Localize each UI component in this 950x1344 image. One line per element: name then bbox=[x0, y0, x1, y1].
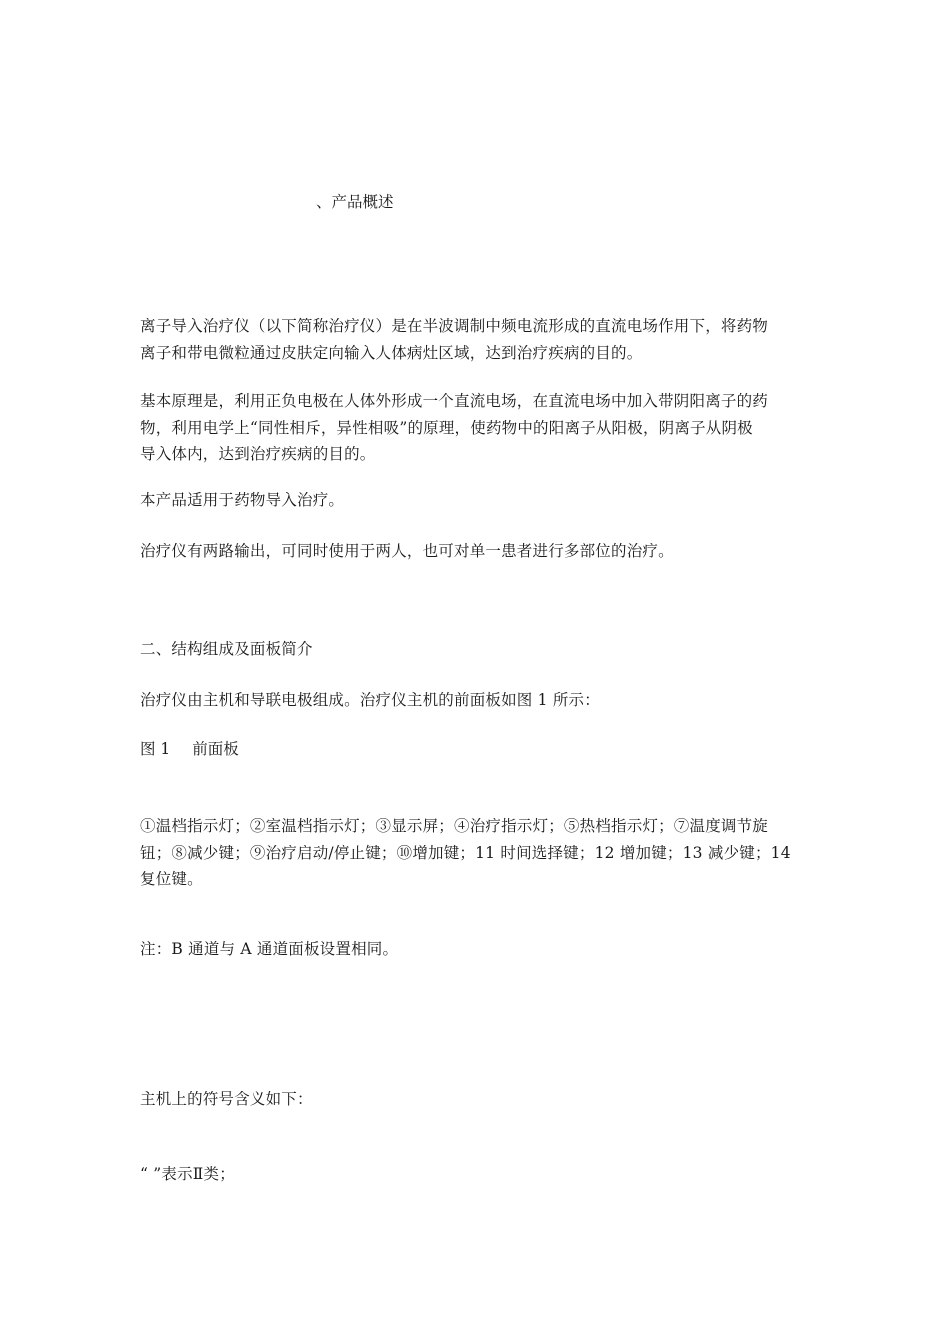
section2-heading: 二、结构组成及面板简介 bbox=[140, 640, 313, 658]
principle-paragraph bbox=[140, 388, 812, 468]
figure-label: 图 1 bbox=[140, 740, 171, 758]
symbol-class2-line: “ ”表示Ⅱ类； bbox=[140, 1165, 235, 1183]
section1-heading: 、产品概述 bbox=[316, 193, 394, 211]
intro-paragraph bbox=[140, 313, 812, 366]
intro-line: 离子和带电微粒通过皮肤定向输入人体病灶区域，达到治疗疾病的目的。 bbox=[140, 343, 643, 362]
intro-line: 离子导入治疗仪（以下简称治疗仪）是在半波调制中频电流形成的直流电场作用下，将药物 bbox=[140, 317, 769, 335]
legend-paragraph bbox=[140, 813, 812, 893]
symbols-intro: 主机上的符号含义如下： bbox=[140, 1090, 313, 1108]
principle-line: 物，利用电学上“同性相斥，异性相吸”的原理，使药物中的阳离子从阳极，阴离子从阴极 bbox=[140, 418, 753, 437]
legend-line: ①温档指示灯；②室温档指示灯；③显示屏；④治疗指示灯；⑤热档指示灯；⑦温度调节旋 bbox=[140, 817, 769, 835]
legend-line: 复位键。 bbox=[140, 870, 203, 888]
output-paragraph: 治疗仪有两路输出，可同时使用于两人，也可对单一患者进行多部位的治疗。 bbox=[140, 542, 674, 560]
figure-title: 前面板 bbox=[192, 740, 239, 758]
usage-paragraph: 本产品适用于药物导入治疗。 bbox=[140, 491, 345, 509]
figure-caption bbox=[140, 736, 239, 762]
principle-line: 导入体内，达到治疗疾病的目的。 bbox=[140, 445, 376, 463]
principle-line: 基本原理是，利用正负电极在人体外形成一个直流电场，在直流电场中加入带阴阳离子的药 bbox=[140, 392, 769, 410]
note-paragraph: 注：B 通道与 A 通道面板设置相同。 bbox=[140, 940, 399, 958]
legend-line: 钮；⑧减少键；⑨治疗启动/停止键；⑩增加键；11 时间选择键；12 增加键；13 减少键；14 bbox=[140, 843, 791, 862]
structure-paragraph: 治疗仪由主机和导联电极组成。治疗仪主机的前面板如图 1 所示： bbox=[140, 691, 600, 709]
